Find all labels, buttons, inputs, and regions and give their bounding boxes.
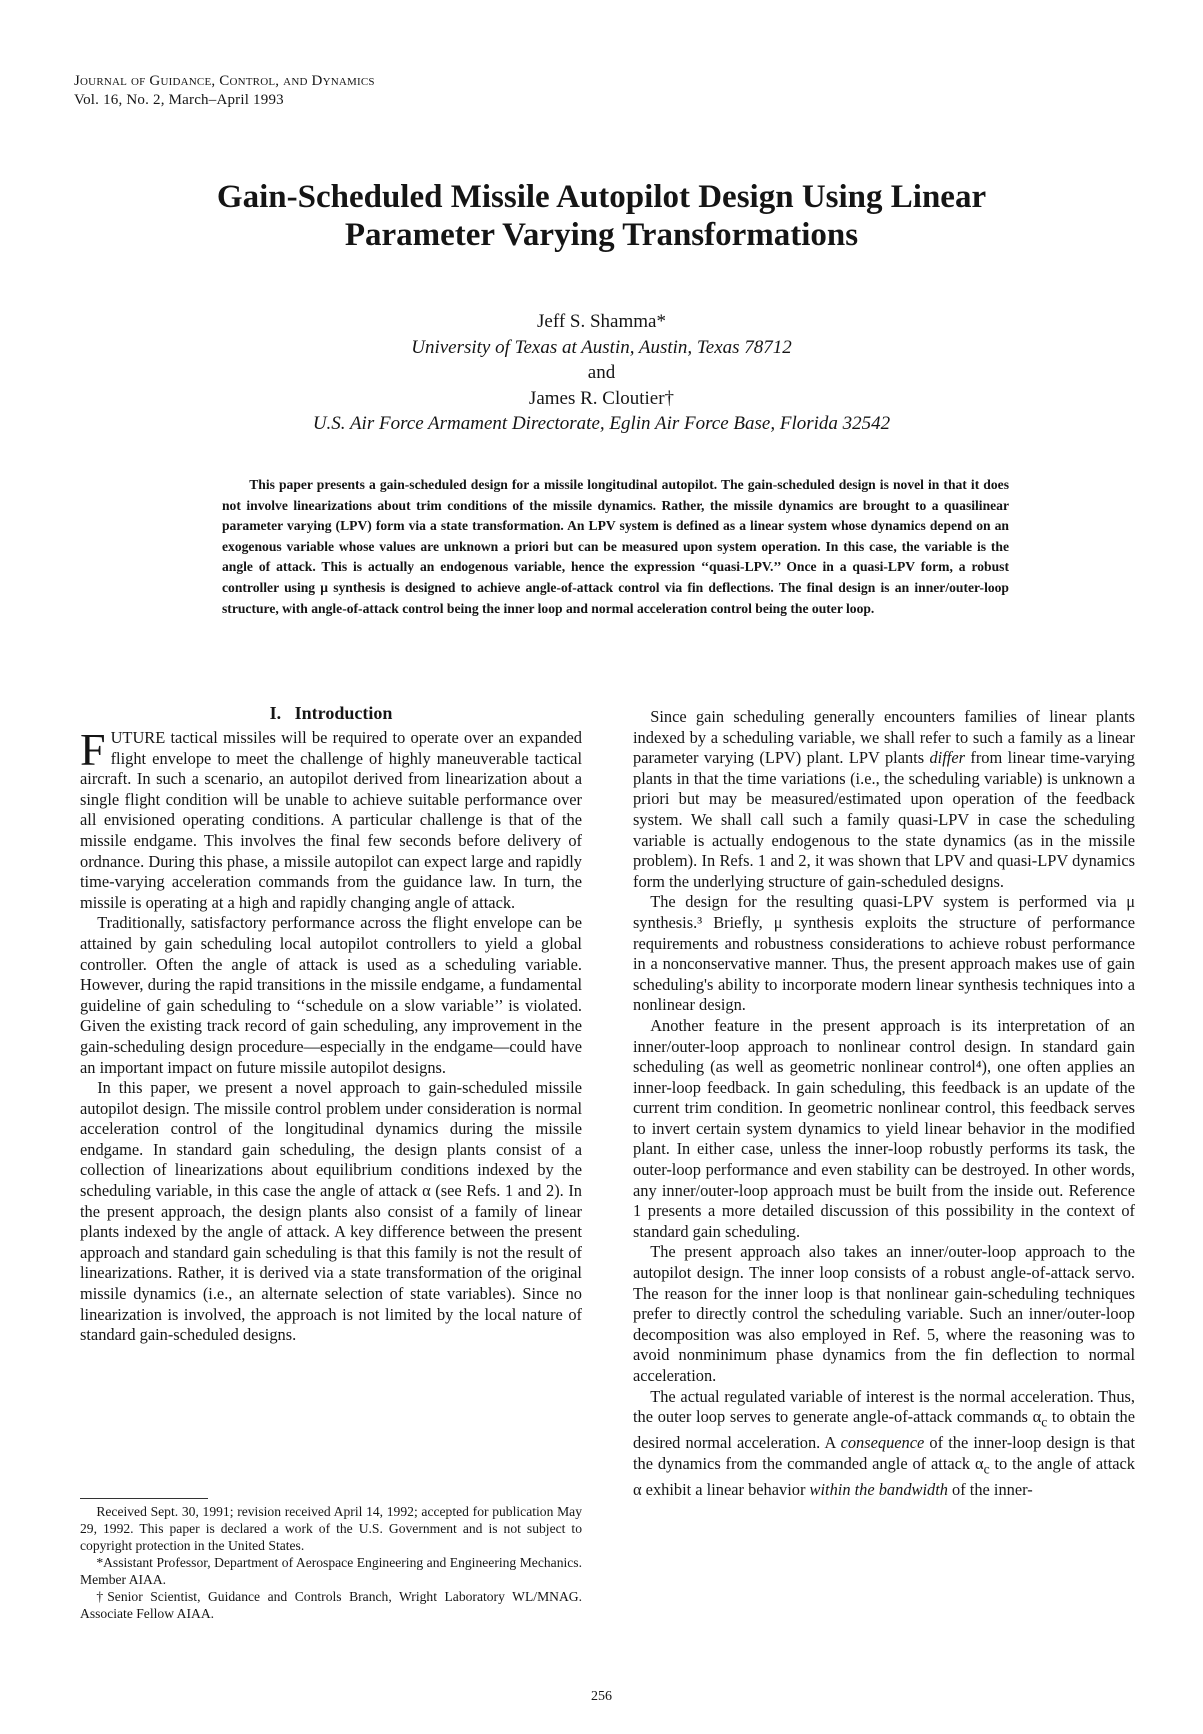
text-run: of the inner-loop design is that the dynamics from the commanded angle of attack α (633, 1433, 1135, 1473)
affiliation-1: University of Texas at Austin, Austin, Texas 78712 (411, 336, 792, 358)
paragraph (633, 707, 1135, 892)
text-run: The actual regulated variable of interest is the normal acceleration. Thus, the outer loop serves to generate angle-of-attack commands α (633, 1386, 1135, 1427)
author-block (80, 309, 1123, 437)
text-run: to the angle of attack α exhibit a linear behavior (633, 1453, 1135, 1499)
emphasis: consequence (840, 1433, 925, 1453)
text-run: from linear time-varying plants in that the time variations (i.e., the scheduling variable) is unknown a priori but may be measured/estimated upon operation of the feedback system. We shall call such a family quasi-LPV in case the scheduling variable is actually endogenous to the state dynamics (as in the missile problem). In Refs. 1 and 2, it was shown that LPV and quasi-LPV dynamics form the underlying structure of gain-scheduled designs. (633, 748, 1135, 891)
footnote-author-2: †Senior Scientist, Guidance and Controls Branch, Wright Laboratory WL/MNAG. Associate Fellow AIAA. (80, 1589, 582, 1621)
text-run: to obtain the desired normal acceleration. A (633, 1407, 1135, 1453)
left-column (80, 698, 582, 1346)
paragraph: The present approach also takes an inner/outer-loop approach to the autopilot design. The inner loop consists of a robust angle-of-attack servo. The reason for the inner loop is that nonlinear gain-scheduling techniques prefer to directly control the scheduling variable. Such an inner/outer-loop decomposition was also employed in Ref. 5, where the reasoning was to avoid nonminimum phase dynamics from the fin deflection to normal acceleration. (633, 1242, 1135, 1385)
affiliation-2: U.S. Air Force Armament Directorate, Eglin Air Force Base, Florida 32542 (312, 413, 891, 434)
footnote-received: Received Sept. 30, 1991; revision received April 14, 1992; accepted for publication May 29, 1992. This paper is declared a work of the U.S. Government and is not subject to copyright protection in the United States. (80, 1504, 582, 1553)
author-1: Jeff S. Shamma* (537, 311, 666, 332)
footnote-rule (80, 1498, 208, 1499)
text-run: Since gain scheduling generally encounters families of linear plants indexed by a scheduling variable, we shall refer to such a family as a linear parameter varying (LPV) plant. LPV plants (633, 707, 1135, 768)
author-conjunction: and (587, 362, 616, 383)
drop-cap: F (80, 724, 106, 775)
emphasis: within the bandwidth (809, 1479, 948, 1499)
journal-volume: Vol. 16, No. 2, March–April 1993 (74, 92, 284, 108)
subscript: c (1041, 1414, 1048, 1430)
paragraph: Traditionally, satisfactory performance across the flight envelope can be attained by gain scheduling local autopilot controllers to yield a global controller. Often the angle of attack is used as a scheduling variable. However, during the rapid transitions in the missile endgame, a fundamental guideline of gain scheduling to ‘‘schedule on a slow variable’’ is violated. Given the existing track record of gain scheduling, any improvement in the gain-scheduling design procedure—especially in the endgame—could have an important impact on future missile autopilot designs. (80, 913, 582, 1077)
emphasis: differ (929, 748, 965, 768)
page-number: 256 (591, 1689, 612, 1704)
footnotes (80, 1498, 582, 1622)
title-line-2: Parameter Varying Transformations (344, 217, 859, 253)
paragraph-text: UTURE tactical missiles will be required to operate over an expanded flight envelope to meet the challenge of highly maneuverable tactical aircraft. In such a scenario, an autopilot derived from linearization about a single flight condition will be unable to achieve suitable performance over all envisioned operating conditions. A particular challenge is that of the missile endgame. This involves the final few seconds before delivery of ordnance. During this phase, a missile autopilot can expect large and rapidly time-varying acceleration commands from the guidance law. In turn, the missile is operating at a high and rapidly changing angle of attack. (80, 728, 582, 912)
paragraph: In this paper, we present a novel approach to gain-scheduled missile autopilot design. The missile control problem under consideration is normal acceleration control of the longitudinal dynamics during the missile endgame. In standard gain scheduling, the design plants consist of a collection of linearizations about equilibrium conditions indexed by the scheduling variable, in this case the angle of attack α (see Refs. 1 and 2). In the present approach, the design plants also consist of a family of linear plants indexed by the angle of attack. A key difference between the present approach and standard gain scheduling is that this family is not the result of linearizations. Rather, it is derived via a state transformation of the original missile dynamics (i.e., an alternate selection of state variables). Since no linearization is involved, the approach is not limited by the local nature of standard gain-scheduled designs. (80, 1078, 582, 1345)
paragraph (80, 724, 582, 913)
journal-name: Journal of Guidance, Control, and Dynamics (74, 73, 375, 89)
abstract: This paper presents a gain-scheduled design for a missile longitudinal autopilot. The gain-scheduled design is novel in that it does not involve linearizations about trim conditions of the missile dynamics. Rather, the missile dynamics are brought to a quasilinear parameter varying (LPV) form via a state transformation. An LPV system is defined as a linear system whose dynamics depend on an exogenous variable whose values are unknown a priori but can be measured upon system operation. In this case, the variable is the angle of attack. This is actually an endogenous variable, hence the expression ‘‘quasi-LPV.’’ Once in a quasi-LPV form, a robust controller using μ synthesis is designed to achieve angle-of-attack control via fin deflections. The final design is an inner/outer-loop structure, with angle-of-attack control being the inner loop and normal acceleration control being the outer loop. (222, 477, 1009, 616)
paragraph (633, 1387, 1135, 1501)
right-column (633, 707, 1135, 1500)
paragraph: The design for the resulting quasi-LPV system is performed via μ synthesis.³ Briefly, μ synthesis exploits the structure of performance requirements and robustness considerations to achieve robust performance in a nonconservative manner. Thus, the present approach makes use of gain scheduling's ability to incorporate modern linear synthesis techniques into a nonlinear design. (633, 892, 1135, 1015)
paragraph: Another feature in the present approach is its interpretation of an inner/outer-loop approach to nonlinear control design. In standard gain scheduling (as well as geometric nonlinear control⁴), one often applies an inner-loop feedback. In gain scheduling, this feedback is an update of the current trim condition. In geometric nonlinear control, this feedback serves to invert certain system dynamics to yield linear behavior in the modified plant. In either case, unless the inner-loop robustly performs its task, the outer-loop performance and even stability can be destroyed. In other words, any inner/outer-loop approach must be built from the inside out. Reference 1 presents a more detailed discussion of this possibility in the context of standard gain scheduling. (633, 1015, 1135, 1241)
footnote-author-1: *Assistant Professor, Department of Aerospace Engineering and Engineering Mechanics. Member AIAA. (80, 1555, 582, 1587)
section-heading: I. Introduction (269, 703, 393, 723)
journal-header (74, 72, 375, 110)
subscript: c (983, 1460, 990, 1476)
title-line-1: Gain-Scheduled Missile Autopilot Design Using Linear (216, 179, 987, 215)
text-run: of the inner- (947, 1479, 1033, 1499)
paper-title (80, 178, 1123, 254)
author-2: James R. Cloutier† (528, 387, 675, 409)
